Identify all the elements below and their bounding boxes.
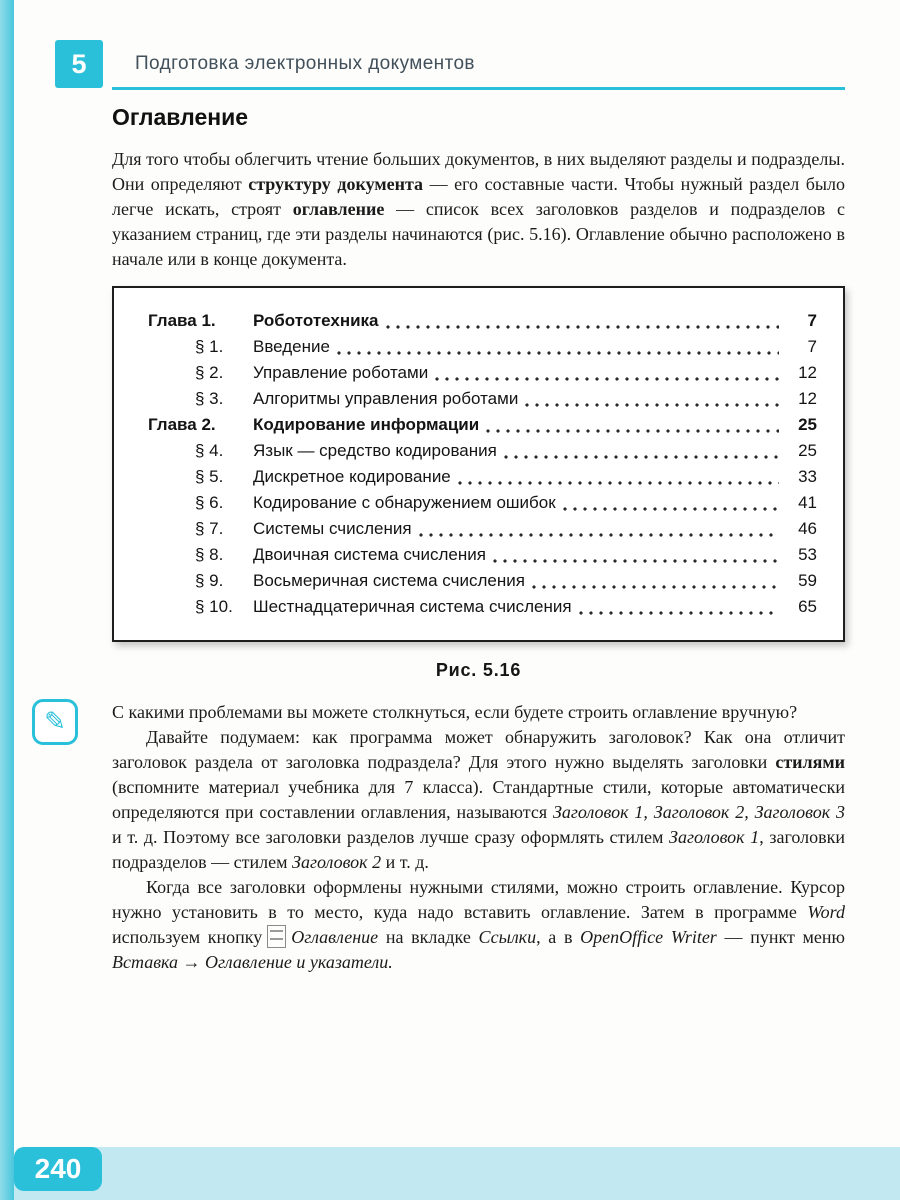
- toc-entry-page: 7: [807, 337, 817, 356]
- toc-leader-dots: [529, 568, 779, 594]
- text-segment: — его составные части. Чтобы нужный раздел было легче искать, строят: [112, 174, 845, 219]
- toc-entry: [148, 386, 817, 412]
- toc-entry: [148, 438, 817, 464]
- toc-entry-title: Восьмеричная система счисления: [253, 571, 525, 590]
- intro-paragraph: [112, 147, 845, 272]
- toc-entry: [148, 464, 817, 490]
- text-segment: используем кнопку: [112, 927, 263, 947]
- text-segment: , заголовки подразделов — стилем: [112, 827, 846, 872]
- toc-entry-number: § 9.: [195, 571, 224, 590]
- toc-entry-page: 41: [798, 493, 817, 512]
- toc-entry-number: § 8.: [195, 545, 224, 564]
- text-segment: стилями: [775, 752, 845, 772]
- toc-entry-number: § 2.: [195, 363, 224, 382]
- toc-entry-title: Кодирование информации: [253, 415, 480, 434]
- text-segment: — пункт меню: [716, 927, 845, 947]
- text-segment: Заголовок 1, Заголовок 2, Заголовок 3: [552, 802, 845, 822]
- toc-leader-dots: [455, 464, 779, 490]
- header-divider: [112, 87, 845, 90]
- page-number: 240: [34, 1153, 82, 1184]
- text-segment: Вставка: [112, 952, 178, 972]
- toc-entry: [148, 568, 817, 594]
- toc-entry-title: Кодирование с обнаружением ошибок: [253, 493, 556, 512]
- toc-button-icon: [267, 925, 286, 948]
- toc-entry-number: Глава 1.: [148, 311, 216, 330]
- toc-entry-number: § 3.: [195, 389, 224, 408]
- toc-entry: [148, 360, 817, 386]
- toc-leader-dots: [490, 542, 779, 568]
- bottom-band: [14, 1147, 900, 1200]
- toc-leader-dots: [416, 516, 779, 542]
- toc-leader-dots: [522, 386, 779, 412]
- toc-entry-title: Алгоритмы управления роботами: [253, 389, 519, 408]
- text-segment: и т. д.: [381, 852, 429, 872]
- text-segment: на вкладке: [378, 927, 479, 947]
- toc-entry-number: § 10.: [195, 597, 233, 616]
- question-text: С какими проблемами вы можете столкнуться, если будете строить оглавление вручную?: [112, 702, 798, 722]
- toc-entry-page: 65: [798, 597, 817, 616]
- text-segment: структуру документа: [248, 174, 424, 194]
- text-segment: , а в: [536, 927, 581, 947]
- toc-entry-number: Глава 2.: [148, 415, 216, 434]
- toc-leader-dots: [383, 308, 779, 334]
- toc-rows: [148, 308, 817, 620]
- toc-box: [112, 286, 845, 642]
- toc-entry-page: 59: [798, 571, 817, 590]
- toc-entry: [148, 516, 817, 542]
- pencil-glyph: ✎: [44, 707, 66, 736]
- text-segment: Для того чтобы облегчить чтение больших документов, в них выделяют разделы и подразделы. Они определяют: [112, 149, 845, 194]
- chapter-number-tab: [55, 40, 103, 88]
- text-segment: оглавление: [292, 199, 385, 219]
- toc-leader-dots: [576, 594, 779, 620]
- toc-entry-page: 7: [807, 311, 817, 330]
- toc-entry-page: 33: [798, 467, 817, 486]
- toc-entry-page: 53: [798, 545, 817, 564]
- toc-entry: [148, 412, 817, 438]
- toc-entry: [148, 542, 817, 568]
- toc-entry: [148, 334, 817, 360]
- question-block: [44, 699, 845, 736]
- toc-leader-dots: [432, 360, 779, 386]
- toc-leader-dots: [560, 490, 779, 516]
- text-segment: Word: [807, 902, 845, 922]
- toc-leader-dots: [334, 334, 779, 360]
- figure-caption: Рис. 5.16: [435, 660, 522, 680]
- toc-entry-page: 12: [798, 363, 817, 382]
- text-segment: Оглавление: [291, 927, 379, 947]
- text-segment: — список всех заголовков разделов и подразделов с указанием страниц, где эти разделы начинаются (рис. 5.16). Оглавление обычно расположено в начале или в конце документа.: [112, 199, 846, 269]
- text-segment: Давайте подумаем: как программа может обнаружить заголовок? Как она отличит заголовок раздела от заголовка подраздела? Для этого нужно выделять заголовки: [112, 727, 845, 772]
- page-number-badge: [14, 1147, 102, 1191]
- toc-entry-number: § 6.: [195, 493, 224, 512]
- toc-entry-number: § 5.: [195, 467, 224, 486]
- page-edge-strip: [0, 0, 14, 1200]
- toc-entry-number: § 1.: [195, 337, 224, 356]
- text-segment: (вспомните материал учебника для 7 класса). Стандартные стили, которые автоматически определяются при составлении оглавления, называются: [112, 777, 845, 822]
- toc-entry-number: § 7.: [195, 519, 224, 538]
- toc-entry-page: 46: [798, 519, 817, 538]
- text-segment: Когда все заголовки оформлены нужными стилями, можно строить оглавление. Курсор нужно установить в то место, куда надо вставить оглавление. Затем в программе: [112, 877, 845, 922]
- running-header: Подготовка электронных документов: [135, 53, 475, 74]
- toc-entry-title: Шестнадцатеричная система счисления: [253, 597, 572, 616]
- toc-entry-title: Управление роботами: [253, 363, 429, 382]
- toc-entry: [148, 308, 817, 334]
- text-segment: Заголовок 1: [669, 827, 760, 847]
- text-segment: OpenOffice Writer: [580, 927, 717, 947]
- text-segment: Заголовок 2: [292, 852, 382, 872]
- page-content: [44, 104, 846, 975]
- toc-leader-dots: [483, 412, 779, 438]
- section-title: Оглавление: [112, 104, 249, 130]
- toc-entry-page: 12: [798, 389, 817, 408]
- toc-entry-number: § 4.: [195, 441, 224, 460]
- text-segment: Оглавление и указатели.: [205, 952, 393, 972]
- toc-entry-title: Язык — средство кодирования: [253, 441, 497, 460]
- toc-entry-title: Системы счисления: [253, 519, 412, 538]
- paragraph-styles: [112, 725, 845, 875]
- pencil-icon: [32, 699, 78, 745]
- toc-entry: [148, 594, 817, 620]
- toc-entry-title: Дискретное кодирование: [253, 467, 451, 486]
- toc-entry-page: 25: [798, 415, 817, 434]
- text-segment: Ссылки: [478, 927, 537, 947]
- toc-entry-title: Двоичная система счисления: [253, 545, 486, 564]
- toc-entry-title: Введение: [253, 337, 330, 356]
- toc-entry-title: Робототехника: [253, 311, 379, 330]
- toc-entry-page: 25: [798, 441, 817, 460]
- toc-entry: [148, 490, 817, 516]
- text-segment: →: [178, 952, 205, 972]
- toc-leader-dots: [501, 438, 779, 464]
- chapter-number: 5: [71, 48, 87, 79]
- paragraph-build-toc: [112, 875, 845, 975]
- text-segment: и т. д. Поэтому все заголовки разделов лучше сразу оформлять стилем: [112, 827, 670, 847]
